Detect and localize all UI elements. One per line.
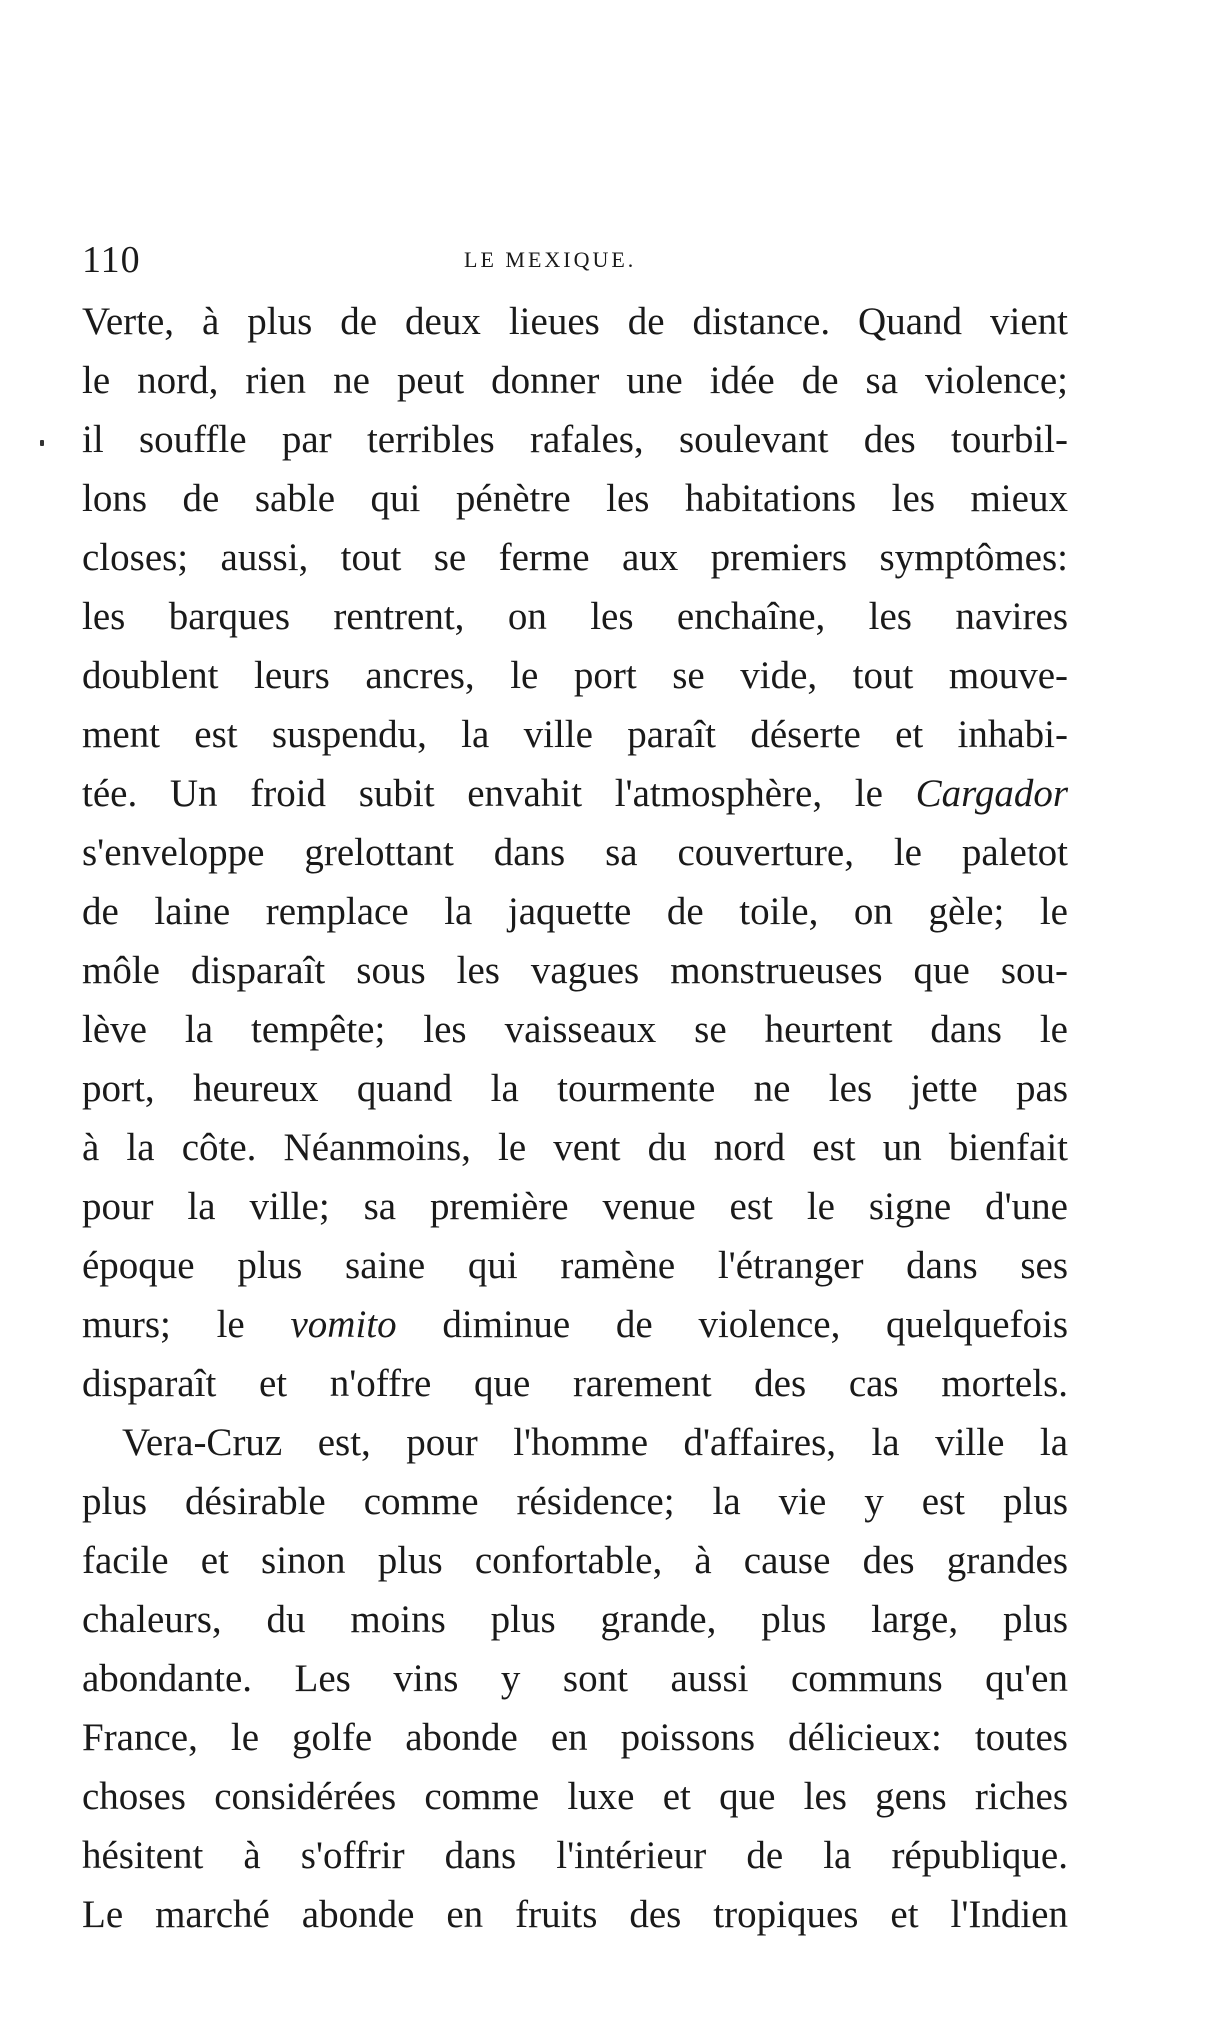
text-line: Verte, à plus de deux lieues de distance. Quand vient: [82, 300, 1068, 343]
text-line: de laine remplace la jaquette de toile, on gèle; le: [82, 890, 1068, 933]
italic-term: vomito: [290, 1303, 397, 1346]
running-head: [82, 238, 1082, 282]
body-text: [82, 292, 1068, 1944]
text-line: port, heureux quand la tourmente ne les jette pas: [82, 1067, 1068, 1110]
text-line: plus désirable comme résidence; la vie y est plus: [82, 1480, 1068, 1523]
text-line: closes; aussi, tout se ferme aux premiers symptômes:: [82, 536, 1068, 579]
text-line: il souffle par terribles rafales, soulevant des tourbil-: [82, 418, 1068, 461]
text-line: [82, 1295, 1068, 1354]
text-line: disparaît et n'offre que rarement des cas mortels.: [82, 1362, 1068, 1405]
text-line: choses considérées comme luxe et que les gens riches: [82, 1775, 1068, 1818]
text-line: [82, 764, 1068, 823]
italic-term: Cargador: [915, 772, 1068, 815]
text-line: à la côte. Néanmoins, le vent du nord est un bienfait: [82, 1126, 1068, 1169]
text-line: France, le golfe abonde en poissons délicieux: toutes: [82, 1716, 1068, 1759]
text-line: abondante. Les vins y sont aussi communs qu'en: [82, 1657, 1068, 1700]
margin-mark: [40, 440, 44, 446]
text-line: Vera-Cruz est, pour l'homme d'affaires, la ville la: [122, 1421, 1068, 1464]
text-line: le nord, rien ne peut donner une idée de sa violence;: [82, 359, 1068, 402]
text-line: Le marché abonde en fruits des tropiques et l'Indien: [82, 1893, 1068, 1936]
text-line: facile et sinon plus confortable, à cause des grandes: [82, 1539, 1068, 1582]
paragraph-1: [82, 292, 1068, 1413]
running-title: LE MEXIQUE.: [464, 247, 637, 272]
text-line: pour la ville; sa première venue est le signe d'une: [82, 1185, 1068, 1228]
text-line: époque plus saine qui ramène l'étranger dans ses: [82, 1244, 1068, 1287]
text-line: lons de sable qui pénètre les habitations les mieux: [82, 477, 1068, 520]
text-line: s'enveloppe grelottant dans sa couverture, le paletot: [82, 831, 1068, 874]
paragraph-2: [82, 1413, 1068, 1944]
text-line: chaleurs, du moins plus grande, plus large, plus: [82, 1598, 1068, 1641]
text-segment: tée. Un froid subit envahit l'atmosphère, le: [82, 772, 916, 815]
text-line: les barques rentrent, on les enchaîne, les navires: [82, 595, 1068, 638]
text-line: ment est suspendu, la ville paraît déserte et inhabi-: [82, 713, 1068, 756]
text-line: môle disparaît sous les vagues monstrueuses que sou-: [82, 949, 1068, 992]
text-line: doublent leurs ancres, le port se vide, tout mouve-: [82, 654, 1068, 697]
text-line: lève la tempête; les vaisseaux se heurtent dans le: [82, 1008, 1068, 1051]
text-segment: diminue de violence, quelquefois: [396, 1303, 1069, 1346]
page-number: 110: [82, 239, 141, 281]
text-segment: murs; le: [82, 1303, 291, 1346]
text-line: hésitent à s'offrir dans l'intérieur de la république.: [82, 1834, 1068, 1877]
